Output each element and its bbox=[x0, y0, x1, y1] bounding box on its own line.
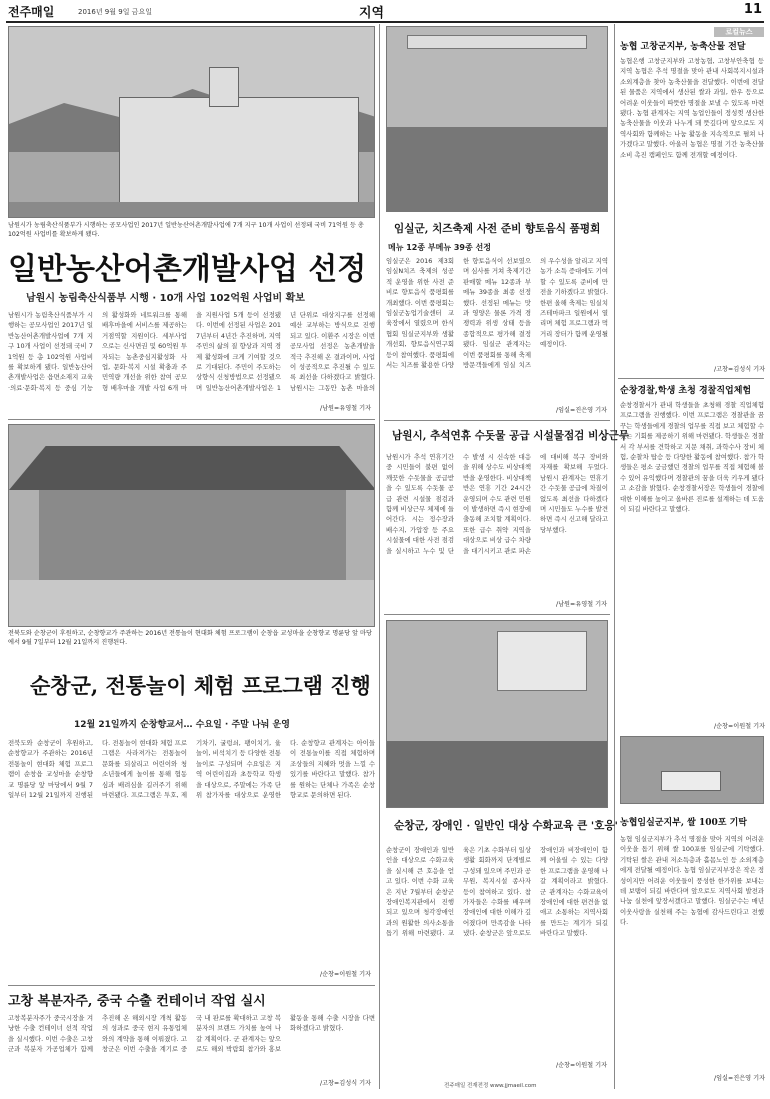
story3-byline: /임실=진은영 기자 bbox=[556, 407, 608, 414]
header-rule bbox=[6, 21, 764, 23]
local-news-tag bbox=[714, 27, 764, 37]
tables bbox=[387, 127, 608, 212]
story6-byline: /고창=김성식 기자 bbox=[320, 1080, 372, 1087]
story9-photo bbox=[620, 736, 764, 804]
page-number: 11 bbox=[743, 2, 762, 17]
story-divider bbox=[618, 378, 764, 379]
story1-body: 남원시가 농림축산식품부가 시행하는 공모사업인 2017년 일반농산어촌개발사업에 7개 지구 10개 사업이 선정돼 국비 71억원 등 총 102억원 사업비를 확보하게 됐다. 일반농산어촌개발사업은 읍면소재지 교육·의료·문화·복지 등 중심 기능의 활성화와 네트워크를 통해 배후마을에 서비스를 제공하는 거점역할 지원이다. 세부사업으로는 신사면권 및 60억원 투자되는 농촌중심지활성화 사업, 문화·복지 시설 확충과 주민역량 개선을 위한 참여 공모형 배후마을 개발 사업 6개 마을 지원사업 5개 등이 선정됐다. 이번에 선정된 사업은 2017년부터 4년간 추진하며, 지역주민의 삶의 질 향상과 지역 경제 활성화에 크게 기여할 것으로 기대된다. 주민이 주도하는 상향식 신청방법으로 선정됐으며 일반농산어촌개발사업은 1년 단위로 대상지구를 선정해 예산 교부하는 방식으로 진행되고 있다. 이환주 시장은 이번 공모사업 선정은 농촌개발을 적극 추진해 온 결과이며, 사업이 성공적으로 추진될 수 있도록 최선을 다하겠다고 밝혔다. 남원시는 그동안 농촌 마을의 bbox=[8, 311, 375, 392]
story2-body: 전북도와 순창군이 후원하고, 순창향교가 주관하는 2016년 전통놀이 현대화 체험 프로그램이 순창읍 교성마을 순창향교 명륜당 앞 마당에서 9월 7일부터 12월 21일까지 진행된다. 전통놀이 현대화 체험 프로그램은 사라져가는 전통놀이 문화를 되살리고 어린이와 청소년들에게 놀이를 통해 협동심과 배려심을 길러주기 위해 마련됐다. 프로그램은 투호, 제기차기, 굴렁쇠, 팽이치기, 윷놀이, 비석치기 등 다양한 전통놀이로 구성되며 수요일은 지역 어린이집과 초등학교 학생을 대상으로, 주말에는 가족 단위 참가자를 대상으로 운영한다. 순창향교 관계자는 아이들이 전통놀이를 직접 체험하며 조상들의 지혜와 멋을 느낄 수 있기를 바란다고 말했다. 참가를 원하는 단체나 가족은 순창향교로 문의하면 된다. bbox=[8, 739, 375, 800]
story8-body: 순창경찰서가 관내 학생들을 초청해 경찰 직업체험 프로그램을 진행했다. 이번 프로그램은 경찰관을 꿈꾸는 학생들에게 경찰의 업무를 직접 보고 체험할 수 있는 기회를 제공하기 위해 마련됐다. 학생들은 경찰서 각 부서를 견학하고 지문 채취, 과학수사 장비 체험, 순찰차 탑승 등 다양한 활동에 참여했다. 참가 학생들은 평소 궁금했던 경찰의 업무를 직접 체험해 볼 수 있어 유익했다며 경찰관의 꿈을 더욱 키우게 됐다고 소감을 밝혔다. 순창경찰서장은 학생들이 경찰에 대한 이해를 높이고 올바른 진로를 설계하는 데 도움이 되길 바란다고 말했다. bbox=[620, 401, 764, 514]
story8-byline: /순창=이원철 기자 bbox=[714, 723, 766, 730]
story-divider bbox=[8, 985, 375, 986]
story7-body: 농협은행 고창군지부와 고창농협, 고창부안축협 등 지역 농협은 추석 명절을 맞아 관내 사회복지시설과 소외계층을 찾아 농축산물을 전달했다. 이번에 전달된 물품은 지역에서 생산된 쌀과 과일, 한우 등으로 어려운 이웃들이 따뜻한 명절을 보낼 수 있도록 마련됐다. 농협 관계자는 지역 농업인들이 정성껏 생산한 농축산물을 이웃과 나누게 돼 뜻깊다며 앞으로도 지역사회와 함께하는 나눔 활동을 지속적으로 펼쳐 나가겠다고 말했다. 아울러 농협은 명절 기간 농축산물 소비 촉진 캠페인도 함께 전개할 예정이다. bbox=[620, 57, 764, 159]
story1-photo bbox=[8, 26, 375, 218]
road bbox=[9, 202, 375, 218]
story9-body: 농협 임실군지부가 추석 명절을 맞아 지역의 어려운 이웃을 돕기 위해 쌀 100포를 임실군에 기탁했다. 기탁된 쌀은 관내 저소득층과 홀몸노인 등 소외계층에게 전달될 예정이다. 농협 임실군지부장은 작은 정성이지만 어려운 이웃들이 풍성한 한가위를 보내는 데 보탬이 되길 바란다며 앞으로도 지역사회 발전과 나눔 실천에 앞장서겠다고 말했다. 임실군수는 매년 이웃사랑을 실천해 주는 농협에 감사드린다고 전했다. bbox=[620, 835, 764, 927]
hanok-roof bbox=[9, 435, 375, 490]
story1-caption: 남원시가 농림축산식품부가 시행하는 공모사업인 2017년 일반농산어촌개발사업에 7개 지구 10개 사업이 선정돼 국비 71억원 등 총 102억원 사업비를 확보하게 됐다. bbox=[8, 222, 364, 238]
story2-subhead: 12월 21일까지 순창향교서… 수요일 · 주말 나눠 운영 bbox=[74, 720, 290, 730]
hanok-wall bbox=[39, 490, 346, 580]
story3-body: 임실군은 2016 제3회 임실N치즈 축제의 성공적 운영을 위한 사전 준비로 향토음식 품평회를 개최했다. 이번 품평회는 임실군농업기술센터 교육장에서 열렸으며 한식협회 임실군지부와 생활개선회, 향토음식연구회 등이 참여했다. 품평회에서는 치즈를 활용한 다양한 향토음식이 선보였으며 심사를 거쳐 축제기간 판매할 메뉴 12종과 부메뉴 39종을 최종 선정했다. 선정된 메뉴는 맛과 영양은 물론 가격 경쟁력과 위생 상태 등을 종합적으로 평가해 결정됐다. 임실군 관계자는 이번 품평회를 통해 축제 방문객들에게 임실 치즈의 우수성을 알리고 지역 농가 소득 증대에도 기여할 수 있도록 준비에 만전을 기하겠다고 밝혔다. 한편 올해 축제는 임실치즈테마파크 일원에서 열리며 체험 프로그램과 먹거리 장터가 함께 운영될 예정이다. bbox=[386, 257, 608, 370]
column-divider bbox=[379, 24, 380, 1089]
story1-headline: 일반농산어촌개발사업 선정 bbox=[8, 252, 367, 287]
story2-caption: 전북도와 순창군이 후원하고, 순창향교가 주관하는 2016년 전통놀이 현대화 체험 프로그램이 순창읍 교성마을 순창향교 명륜당 앞 마당에서 9월 7일부터 12월 21일까지 진행된다. bbox=[8, 630, 373, 646]
banner bbox=[407, 35, 587, 49]
story5-body: 순창군이 장애인과 일반인을 대상으로 수화교육을 실시해 큰 호응을 얻고 있다. 이번 수화 교육은 지난 7월부터 순창군 장애인복지관에서 진행되고 있으며 청각장애인과의 원활한 의사소통을 돕기 위해 마련됐다. 교육은 기초 수화부터 일상생활 회화까지 단계별로 구성돼 있으며 주민과 공무원, 복지시설 종사자 등이 참여하고 있다. 참가자들은 수화를 배우며 장애인에 대한 이해가 깊어졌다며 만족감을 나타냈다. 순창군은 앞으로도 장애인과 비장애인이 함께 어울릴 수 있는 다양한 프로그램을 운영해 나갈 계획이라고 밝혔다. 군 관계자는 수화교육이 장애인에 대한 편견을 없애고 소통하는 지역사회를 만드는 계기가 되길 바란다고 말했다. bbox=[386, 846, 608, 938]
local-news-tag-label: 로컬뉴스 bbox=[725, 28, 753, 36]
story3-subhead: 메뉴 12종 부메뉴 39종 선정 bbox=[388, 243, 491, 252]
story5-byline: /순창=이원철 기자 bbox=[556, 1062, 608, 1069]
story-divider bbox=[8, 419, 375, 420]
courtyard bbox=[9, 580, 375, 627]
header-date: 2016년 9월 9일 금요일 bbox=[78, 8, 152, 16]
story9-headline: 농협임실군지부, 쌀 100포 기탁 bbox=[620, 818, 747, 828]
building bbox=[119, 97, 359, 207]
story6-body: 고창복분자주가 중국시장을 겨냥한 수출 컨테이너 선적 작업을 실시했다. 이번 수출은 고창군과 복분자 가공업체가 함께 추진해 온 해외시장 개척 활동의 성과로 중국 현지 유통업체와의 계약을 통해 이뤄졌다. 고창군은 이번 수출을 계기로 중국 내 판로를 확대하고 고창 복분자의 브랜드 가치를 높여 나갈 계획이다. 군 관계자는 앞으로도 해외 박람회 참가와 홍보 활동을 통해 수출 시장을 다변화하겠다고 밝혔다. bbox=[8, 1014, 375, 1054]
story2-photo bbox=[8, 424, 375, 627]
audience bbox=[387, 741, 608, 808]
story5-photo bbox=[386, 620, 608, 808]
story6-headline: 고창 복분자주, 중국 수출 컨테이너 작업 실시 bbox=[8, 994, 266, 1009]
footer-text: 전주매일 전재전정 www.jjmaeil.com bbox=[444, 1083, 537, 1089]
story5-headline: 순창군, 장애인 · 일반인 대상 수화교육 큰 '호응' bbox=[394, 820, 618, 832]
story2-headline: 순창군, 전통놀이 체험 프로그램 진행 bbox=[30, 673, 371, 698]
page-header bbox=[6, 2, 764, 20]
story1-subhead: 남원시 농림축산식품부 시행 · 10개 사업 102억원 사업비 확보 bbox=[26, 293, 305, 304]
column-divider bbox=[614, 24, 615, 1089]
story1-byline: /남원=유영철 기자 bbox=[320, 405, 372, 412]
story-divider bbox=[384, 420, 610, 421]
story7-byline: /고창=김성식 기자 bbox=[714, 366, 766, 373]
story9-byline: /임실=진은영 기자 bbox=[714, 1075, 766, 1082]
building-tower bbox=[209, 67, 239, 107]
story-divider bbox=[384, 614, 610, 615]
screen bbox=[497, 631, 587, 691]
story8-headline: 순창경찰,학생 초청 경찰직업체험 bbox=[620, 386, 752, 396]
story3-headline: 임실군, 치즈축제 사전 준비 향토음식 품평회 bbox=[394, 223, 601, 235]
story4-byline: /남원=유영철 기자 bbox=[556, 601, 608, 608]
section-name: 지역 bbox=[359, 6, 385, 21]
story4-headline: 남원시, 추석연휴 수돗물 공급 시설물점검 비상근무 bbox=[392, 430, 630, 442]
story4-body: 남원시가 추석 연휴기간 중 시민들이 불편 없이 깨끗한 수돗물을 공급받을 수 있도록 수돗물 공급 관련 시설물 점검과 함께 비상근무 체제에 들어간다. 시는 정수장과 배수지, 가압장 등 주요 시설물에 대한 사전 점검을 실시하고 누수 및 단수 발생 시 신속한 대응을 위해 상수도 비상대책반을 운영한다. 비상대책반은 연휴 기간 24시간 운영되며 수도 관련 민원이 발생하면 즉시 현장에 출동해 조치할 계획이다. 또한 급수 취약 지역을 대상으로 비상 급수 차량을 대기시키고 관로 파손에 대비해 복구 장비와 자재를 확보해 두었다. 남원시 관계자는 연휴기간 수돗물 공급에 차질이 없도록 최선을 다하겠다며 시민들도 누수를 발견하면 즉시 신고해 달라고 당부했다. bbox=[386, 453, 608, 555]
story2-byline: /순창=이원철 기자 bbox=[320, 971, 372, 978]
paper-name: 전주매일 bbox=[8, 5, 55, 19]
story3-photo bbox=[386, 26, 608, 212]
donation-board bbox=[661, 771, 721, 791]
story7-headline: 농협 고창군지부, 농축산물 전달 bbox=[620, 42, 746, 52]
